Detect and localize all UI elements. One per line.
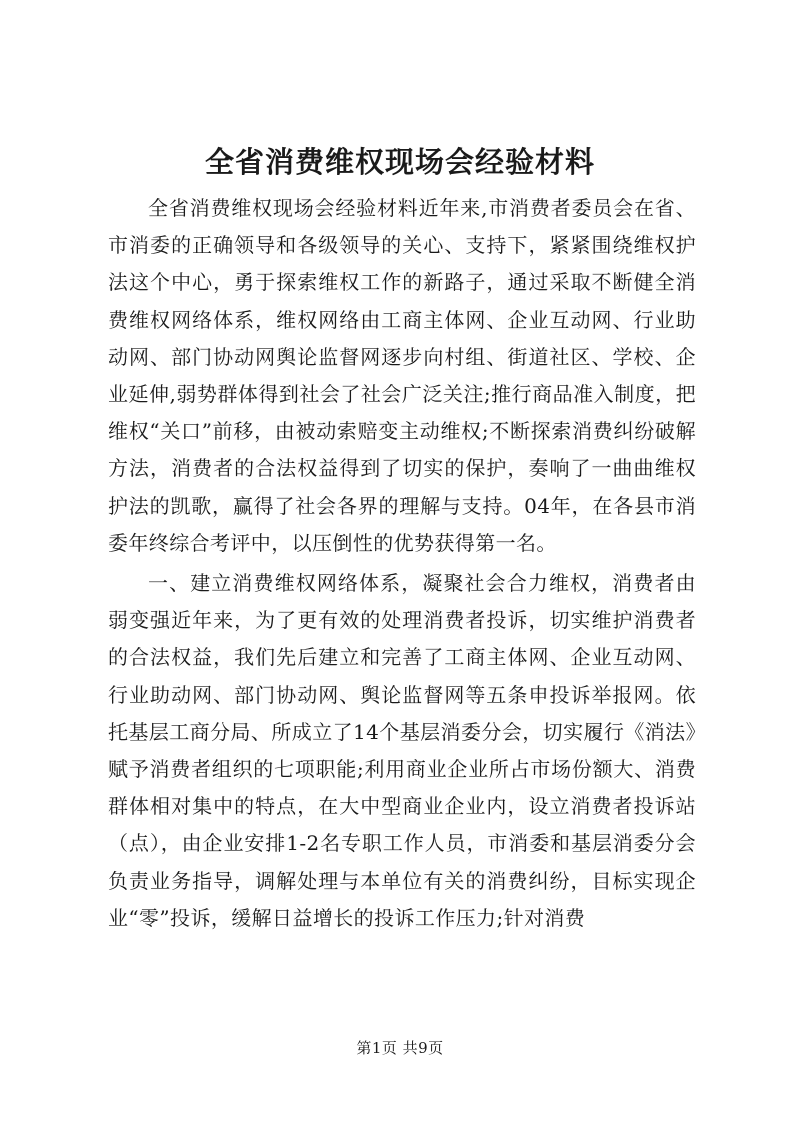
document-body — [108, 190, 696, 937]
page-footer: 第1页 共9页 — [356, 1039, 444, 1057]
paragraph-intro: 全省消费维权现场会经验材料近年来,市消费者委员会在省、市消委的正确领导和各级领导的关心、支持下，紧紧围绕维权护法这个中心，勇于探索维权工作的新路子，通过采取不断健全消费维权网络体系，维权网络由工商主体网、企业互动网、行业助动网、部门协动网舆论监督网逐步向村组、街道社区、学校、企业延伸,弱势群体得到社会了社会广泛关注;推行商品准入制度，把维权“关口”前移，由被动索赔变主动维权;不断探索消费纠纷破解方法，消费者的合法权益得到了切实的保护，奏响了一曲曲维权护法的凯歌，赢得了社会各界的理解与支持。04年，在各县市消委年终综合考评中，以压倒性的优势获得第一名。 — [108, 196, 696, 555]
paragraph-section-one: 一、建立消费维权网络体系，凝聚社会合力维权，消费者由弱变强近年来，为了更有效的处理消费者投诉，切实维护消费者的合法权益，我们先后建立和完善了工商主体网、企业互动网、行业助动网、部门协动网、舆论监督网等五条申投诉举报网。依托基层工商分局、所成立了14个基层消委分会，切实履行《消法》赋予消费者组织的七项职能;利用商业企业所占市场份额大、消费群体相对集中的特点，在大中型商业企业内，设立消费者投诉站（点），由企业安排1-2名专职工作人员，市消委和基层消委分会负责业务指导，调解处理与本单位有关的消费纠纷，目标实现企业“零”投诉，缓解日益增长的投诉工作压力;针对消费 — [108, 571, 696, 930]
document-title: 全省消费维权现场会经验材料 — [204, 145, 595, 179]
